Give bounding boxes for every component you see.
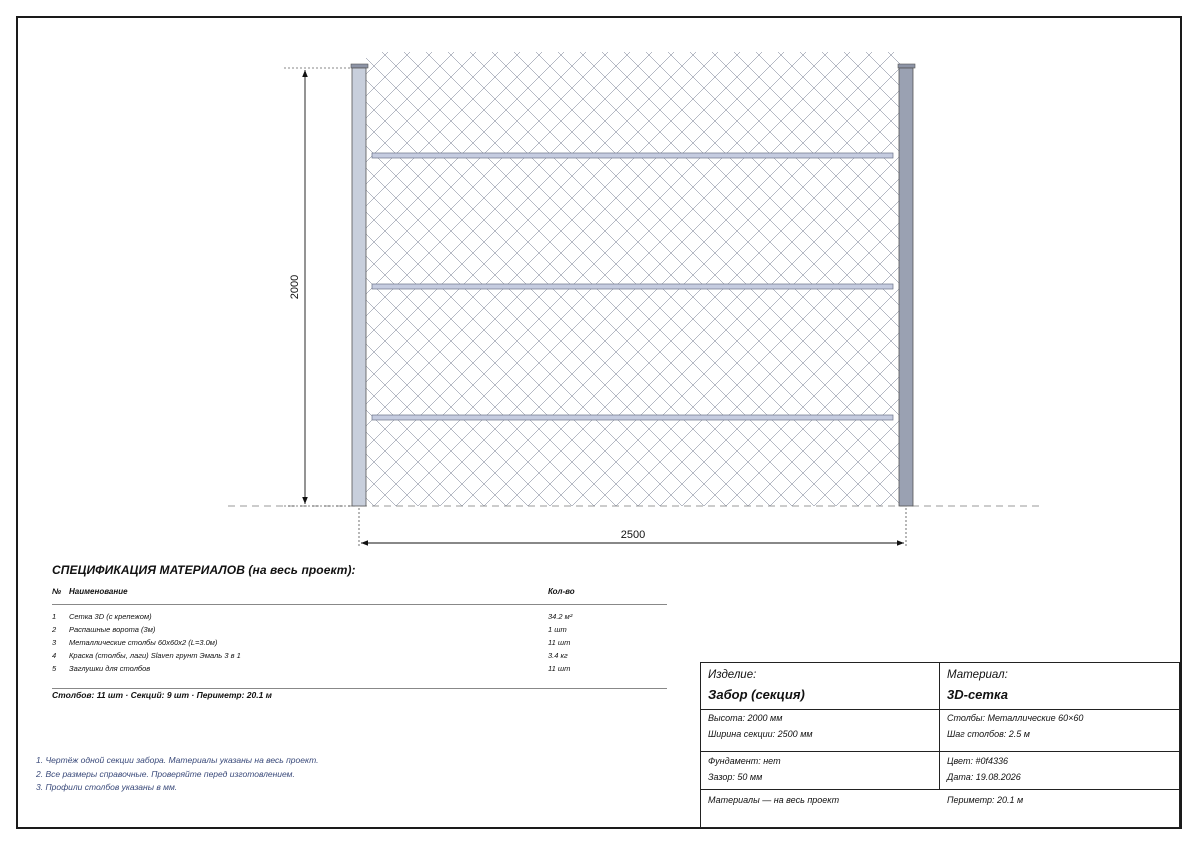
spec-row-qty: 11 шт <box>548 638 571 647</box>
height-field: Высота: 2000 мм <box>708 713 783 723</box>
spec-row-num: 1 <box>52 612 57 621</box>
perimeter-field: Периметр: 20.1 м <box>947 795 1024 805</box>
spec-row-qty: 34.2 м² <box>548 612 573 621</box>
post-right <box>898 64 915 506</box>
rail-middle <box>372 284 893 289</box>
spec-row-qty: 1 шт <box>548 625 567 634</box>
title-block-rule <box>701 709 1179 710</box>
spec-row-name: Распашные ворота (3м) <box>69 625 156 634</box>
section-width-field: Ширина секции: 2500 мм <box>708 729 813 739</box>
spec-row-num: 2 <box>52 625 57 634</box>
rail-bottom <box>372 415 893 420</box>
spec-row-name: Краска (столбы, лаги) Slaven грунт Эмаль 3 в 1 <box>69 651 241 660</box>
width-dimension-label: 2500 <box>620 529 646 541</box>
title-block-divider <box>939 663 940 789</box>
spec-row-qty: 3.4 кг <box>548 651 568 660</box>
note-line: 3. Профили столбов указаны в мм. <box>36 782 178 792</box>
spec-row <box>52 612 667 624</box>
spec-summary: Столбов: 11 шт · Секций: 9 шт · Периметр: 20.1 м <box>52 690 272 700</box>
spec-footer-rule <box>52 688 667 689</box>
mesh-panel <box>366 52 900 506</box>
gap-field: Зазор: 50 мм <box>708 772 763 782</box>
date-field: Дата: 19.08.2026 <box>947 772 1021 782</box>
product-label: Изделие: <box>708 669 757 681</box>
spec-header-rule <box>52 604 667 605</box>
drawing-notes <box>36 754 318 795</box>
spec-row-name: Металлические столбы 60x60x2 (L=3.0м) <box>69 638 218 647</box>
spec-row <box>52 664 667 676</box>
materials-note: Материалы — на весь проект <box>708 795 840 805</box>
title-block <box>700 662 1180 828</box>
height-dimension-label: 2000 <box>289 274 301 300</box>
foundation-field: Фундамент: нет <box>708 756 781 766</box>
spec-row-name: Заглушки для столбов <box>69 664 151 673</box>
spec-header-name: Наименование <box>69 587 128 596</box>
post-left <box>351 64 368 506</box>
spec-row <box>52 625 667 637</box>
product-value: Забор (секция) <box>708 687 805 702</box>
color-field: Цвет: #0f4336 <box>947 756 1008 766</box>
material-label: Материал: <box>947 669 1008 681</box>
spec-title: СПЕЦИФИКАЦИЯ МАТЕРИАЛОВ (на весь проект): <box>52 563 356 577</box>
title-block-rule <box>701 789 1179 790</box>
title-block-rule <box>701 751 1179 752</box>
post-step-field: Шаг столбов: 2.5 м <box>947 729 1030 739</box>
spec-row <box>52 638 667 650</box>
spec-row-num: 5 <box>52 664 57 673</box>
note-line: 2. Все размеры справочные. Проверяйте перед изготовлением. <box>36 768 295 779</box>
spec-row <box>52 651 667 663</box>
note-line: 1. Чертёж одной секции забора. Материалы указаны на весь проект. <box>36 755 319 765</box>
material-value: 3D-сетка <box>947 687 1008 702</box>
spec-row-num: 3 <box>52 638 57 647</box>
rail-top <box>372 153 893 158</box>
spec-row-name: Сетка 3D (с крепежом) <box>69 612 152 621</box>
posts-field: Столбы: Металлические 60×60 <box>947 713 1084 723</box>
spec-header-qty: Кол-во <box>548 587 575 596</box>
spec-row-qty: 11 шт <box>548 664 571 673</box>
spec-row-num: 4 <box>52 651 57 660</box>
spec-header-num: № <box>52 587 62 596</box>
